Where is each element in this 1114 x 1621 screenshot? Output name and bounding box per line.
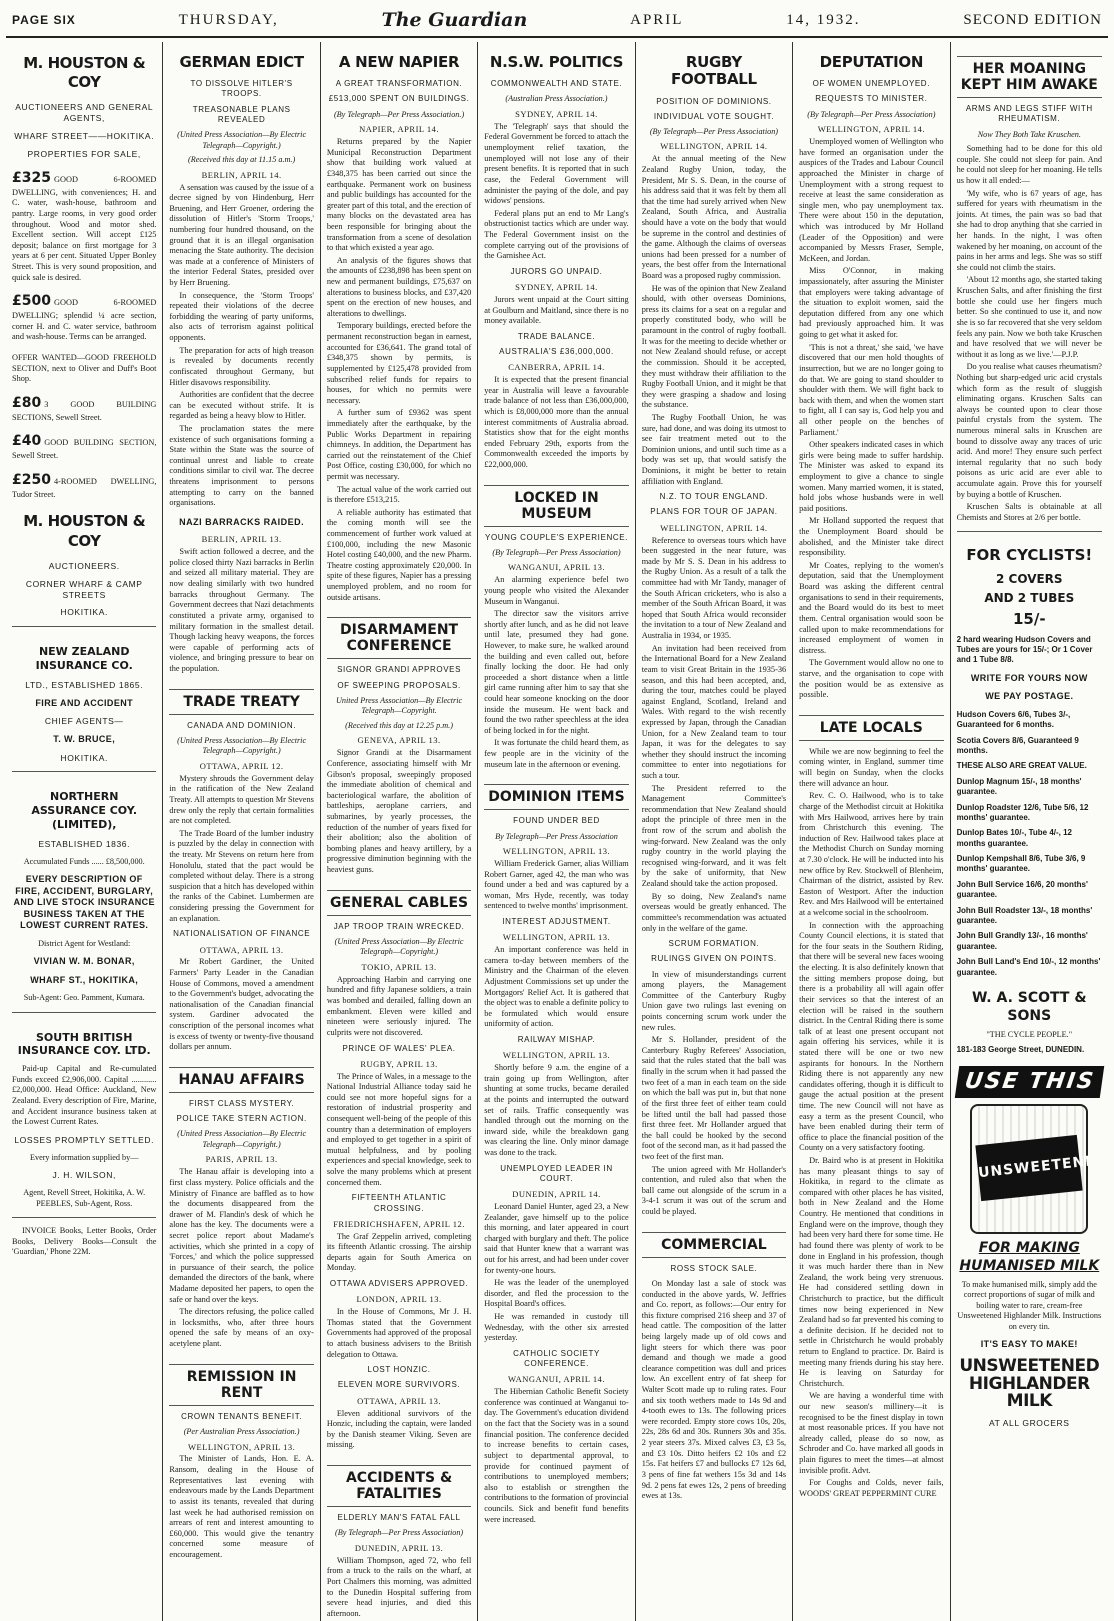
headline: LATE LOCALS (799, 715, 943, 741)
ad-line: LOSSES PROMPTLY SETTLED. (14, 1134, 155, 1145)
press-credit: (By Telegraph—Per Press Association) (334, 1528, 464, 1538)
milk-brand: UNSWEETENED HIGHLANDER MILK (959, 1355, 1100, 1412)
subheading: OF WOMEN UNEMPLOYED. (812, 79, 931, 89)
article-paragraph: Signor Grandi at the Disarmament Conference, associating himself with Mr Gibson's proposal, sweepingly proposed the immediate abolition of chemical and bacteriological warfare, the abolition of battleships, aeroplane carriers, and submarines, by yearly processes, the reduction of the number of years fixed for their abolition; also the abolition of bombing planes and heavy artillery, by a progressive diminution beginning with the heaviest guns. (326, 748, 472, 875)
masthead-date: 14, 1932. (786, 11, 861, 28)
ad-line: ESTABLISHED 1836. (38, 838, 131, 849)
tyre-price-row: Dunlop Bates 10/-, Tube 4/-, 12 months guarantee. (956, 828, 1072, 848)
subheading: INDIVIDUAL VOTE SOUGHT. (653, 111, 775, 121)
subheading: CROWN TENANTS BENEFIT. (181, 1411, 303, 1421)
press-credit: (United Press Association—By Electric Telegraph—Copyright.) (334, 936, 464, 957)
article-paragraph: The Hanau affair is developing into a first class mystery. Police officials and the Ministry of Finance are baffled as to how the documents disappeared from the drawer of M. Flandin's desk of which he alone has the key. The documents were a secret police report about Madame's activities, which she printed in a copy of 'Forces,' and which the police suppressed in pursuance of their search, the police demanded the directors of the bank, where Madame deposited her papers, to open the safe or hand over the keys. (169, 1167, 314, 1304)
article-paragraph: The Minister of Lands, Hon. E. A. Ransom, dealing in the House of Representatives last evening with endeavours made by the Lands Department to assist its tenants, revealed that during last week he had authorised remission on arrears of rent and interest amounting to £60,000. This would give the tenantry concerned some measure of encouragement. (169, 1454, 314, 1559)
headline: GENERAL CABLES (327, 890, 471, 916)
article-paragraph: The director saw the visitors arrive shortly after lunch, and as he did not leave until late, presumed they had gone. However, to make sure, he walked around the building and even called out, before finally locking the door. He had only proceeded a short distance when a little girl came running after him to say that she could hear someone knocking on the door inside the museum. He went back and found the two rather speechless at the idea of being locked in for the night. (484, 609, 629, 735)
article-paragraph: William Thompson, aged 72, who fell from a truck to the rails on the wharf, at Port Chalmers this morning, was admitted to the Dunedin Hospital suffering from severe head injuries, and died this afternoon. (326, 1555, 472, 1618)
dateline: TOKIO, APRIL 13. (361, 961, 437, 972)
property-price: £80 (12, 394, 42, 411)
dateline: BERLIN, APRIL 13. (201, 534, 282, 545)
ad-text: Every information supplied by— (29, 1152, 139, 1162)
article-paragraph: While we are now beginning to feel the coming winter, in England, summer time will begin on Sunday, when the clocks there will advance an hour. (799, 746, 944, 788)
article-paragraph: Dr. Baird who is at present in Hokitika has many pleasant things to say of Hokitika, in regard to the climate as compared with other places he has visited, both in New Zealand and the Home Country. He mentioned that conditions in England were on the improve, though they had been very hard there for some time. He had found there was plenty of work to be done in England in his profession, though it was much harder there than in New Zealand, the work being very strenuous. He had considered settling down in Christchurch to practice, but the difficult times now being experienced in New Zealand had so far prevented his coming to a definite decision. If he decided not to settle in Christchurch he would probably return to England to practice. Dr. Baird is meeting many friends during his stay here. He is leaving on Saturday for Christchurch. (799, 1156, 944, 1388)
tyre-price-row: Dunlop Roadster 12/6, Tube 5/6, 12 months' guarantee. (956, 802, 1089, 822)
dateline: WELLINGTON, APRIL 14. (817, 124, 925, 135)
article-paragraph: Approaching Harbin and carrying one hundred and fifty Japanese soldiers, a train was bombed and derailed, falling down an embankment. Eleven were killed and nineteen were seriously injured. The culprits were not discovered. (326, 974, 472, 1037)
subheading: £513,000 SPENT ON BUILDINGS. (328, 94, 470, 104)
masthead (6, 4, 1108, 38)
press-credit: (By Telegraph—Per Press Association.) (333, 109, 465, 119)
dateline: WELLINGTON, APRIL 13. (187, 1441, 296, 1452)
section-heading: NATIONALISATION OF FINANCE (173, 929, 311, 939)
dateline: CANBERRA, APRIL 14. (508, 362, 605, 373)
dateline: BERLIN, APRIL 14. (201, 169, 282, 180)
press-credit: (United Press Association—By Electric Telegraph—Copyright.) (177, 130, 307, 150)
divider (957, 531, 1102, 532)
subheading: FOUND UNDER BED (513, 816, 600, 826)
ad-paragraph: Kruschen Salts is obtainable at all Chemists and Stores at 2/6 per bottle. (956, 502, 1102, 522)
tyre-price-row: Dunlop Magnum 15/-, 18 months' guarantee. (956, 776, 1082, 797)
article-paragraph: Leonard Daniel Hunter, aged 23, a New Zealander, gave himself up to the police this morning, and later appeared in court charged with burglary and theft. The police said that Hunter knew that a warrant was out for his arrest, and had been under cover for twenty-one hours. (484, 1201, 629, 1275)
press-credit: (By Telegraph—Per Press Association) (649, 126, 779, 136)
milk-tin-illustration (970, 1104, 1110, 1234)
cyclists-ad-line: AND 2 TUBES (984, 591, 1075, 606)
column-6 (793, 42, 950, 1621)
article-paragraph: An alarming experience befel two young people who visited the Alexander Museum in Wanganui. (484, 575, 629, 606)
property-listing (12, 433, 156, 462)
dateline: OTTAWA, APRIL 13. (199, 944, 284, 955)
article-paragraph: He was of the opinion that New Zealand should, with other overseas Dominions, press its claims for a seat on a regular and properly constituted body, who will be paramount in the control of rugby football. It was for the meeting to decide whether or not New Zealand should refuse, or accept the commission. Should it be accepted, they must withdraw their affiliation to the Rugby Football Union, and it might be that they were grasping a shadow and losing the substance. (641, 283, 787, 410)
property-price: £250 (12, 471, 51, 488)
dateline: WELLINGTON, APRIL 14. (660, 522, 768, 533)
article-paragraph: An invitation had been received from the International Board for a New Zealand team to visit Great Britain in the 1935-36 season, and this had been accepted, and, during the tour, matches could be played against England, Scotland, Ireland and Wales. With regard to the wish recently expressed by Japan, through the Canadian Union, for a New Zealand team to tour Japan, it was for the delegates to say whether they should instruct the incoming committee to enter into negotiations for such a tour. (641, 643, 787, 780)
column-2 (163, 42, 320, 1621)
article-paragraph: On Monday last a sale of stock was conducted in the above yards, W. Jeffries and Co. report, as follows:—Our entry for this fixture comprised 216 sheep and 37 of head cattle. The composition of the latter being largely made up of old cows and light steers for which there was poor demand and though we made a good clearance competition was dull and prices low. An excellent entry of fat sheep for Walter Scott made up to ruling rates. Four and six tooth wethers made to 14s 9d and 4-tooth ewes to 13s. The following prices were recorded. Empty store cows 10s, 20s, 22s, 28s 6d and 30s. Runners 30s and 35s. 2 year steers 37s. Mixed calves £3, £3 5s, and £3 10s. Ditto heifers £2 10s and £2 15s. Fat heifers £7 and bullocks £7 12s 6d, 3 pens of fine fat wethers 15s 3d and 14s 9d. 2 pens fat ewes 12s, 2 pens of breeding ewes at 13s. (641, 1278, 787, 1501)
article-paragraph: Eleven additional survivors of the Honzic, including the captain, were landed by the Danish steamer Viking. Seven are missing. (326, 1408, 472, 1450)
ad-text: Accumulated Funds ...... £8,500,000. (23, 856, 145, 866)
article-paragraph: A further sum of £9362 was spent immediately after the earthquake, by the Public Works Department in repairing chimneys. In addition, the Department has carried out the reinstatement of the Chief Post Office, costing £30,000, for which no permit was necessary. (326, 408, 472, 481)
dateline: WANGANUI, APRIL 14. (507, 1374, 605, 1385)
tyre-price-row: Scotia Covers 8/6, Guaranteed 9 months. (956, 735, 1079, 755)
ad-paragraph: 'My wife, who is 67 years of age, has suffered for years with rheumatism in the joints. At times, the pain was so bad that she had to drop anything that she carried in her hands. In the night, I was often wakened by her moaning, on account of the pains in her arms and legs. She was so stiff she could not climb the stairs. (956, 188, 1102, 272)
property-text: GOOD 6-ROOMED DWELLING, with conveniences; H. and C. water, wash-house, bathroom and pantry. Large rooms, in very good order throughout. Wood and motor shed. Excellent section. Will accept £125 deposit; balance on first mortgage for 3 years at 6 per cent. Situated Upper Bonley Street. This is very sound proposition, and quick sale is desired. (12, 174, 157, 282)
subheading: POSITION OF DOMINIONS. (656, 96, 772, 106)
ad-text: Sub-Agent: Geo. Pamment, Kumara. (23, 993, 145, 1003)
cyclists-ad-title: FOR CYCLISTS! (966, 546, 1093, 565)
headline: HANAU AFFAIRS (169, 1067, 313, 1093)
headline: N.S.W. POLITICS (489, 53, 624, 71)
milk-ad-footer: AT ALL GROCERS (989, 1418, 1070, 1429)
ad-firm-name: M. HOUSTON & COY (23, 512, 146, 550)
newspaper-title: The Guardian (381, 9, 528, 31)
dateline: LONDON, APRIL 13. (356, 1294, 442, 1305)
ad-paragraph: Something had to be done for this old couple. She could not sleep for pain. And he could not sleep for her moaning. He tells us how it all ended:— (956, 144, 1102, 185)
headline: COMMERCIAL (642, 1232, 786, 1258)
article-paragraph: The Hibernian Catholic Benefit Society conference was continued at Wanganui to-day. The Government's education dividend on the fact that the Society was in a sound financial position. The conference decided to increase benefits to certain cases, subject to departmental approval, to provide for continued payment of contributions to unemployed members; also to establish or strengthen the contributions to the formation of provincial councils. Sick and benefit fund benefits were increased. (484, 1387, 629, 1524)
dateline: FRIEDRICHSHAFEN, APRIL 12. (333, 1218, 465, 1229)
article-paragraph: The proclamation states the mere existence of such organisations forming a State within the State was the source of continual unrest and liable to create conditions similar to civil war. The decree threatens imprisonment to persons attempting to carry on the banned organisations. (169, 423, 314, 508)
dateline: OTTAWA, APRIL 13. (357, 1395, 441, 1406)
article-paragraph: We are having a wonderful time with our new season's millinery—it is recognised to be the finest display in town at most reasonable prices. If you have not already called, please do so now, as Schroder and Co. have marked all goods in plain figures to meet the times—at almost invisible profit. Advt. (799, 1391, 944, 1475)
article-paragraph: 'This is not a threat,' she said, 'we have discovered that our men hold thoughts of insurrection, but we are no longer going to do that. We are going to stand shoulder to shoulder with them. We will fight back to back with them, and when the women start to fight, all I can say is, God help you and all other people on the benches of Parliament.' (799, 342, 944, 437)
ad-paragraph: Do you realise what causes rheumatism? Nothing but sharp-edged uric acid crystals which form as the result of sluggish eliminating organs. Kruschen Salts can always be counted upon to clear those painful crystals from the system. The numerous mineral salts in Kruschen are bound to dissolve away any traces of uric acid. And more! They ensure such perfect internal regularity that no such body poisons as uric acid are ever able to accumulate again. Prove this for yourself by buying a bottle of Kruschen. (956, 362, 1102, 499)
article-paragraph: Mr Coates, replying to the women's deputation, said that the Unemployment Board was asking the different central organisations to send in their requirements, and the Board would do its best to meet them. Central organisation would soon be called upon to make recommendations for increased employment of women in distress. (799, 560, 944, 655)
headline: DISARMAMENT CONFERENCE (327, 617, 471, 659)
section-heading: AUSTRALIA'S £36,000,000. (499, 346, 614, 356)
article-paragraph: Mr S. Hollander, president of the Canterbury Rugby Referees' Association, said that the rules stated that the ball was finally in the scrum when it had passed the two feet of a man in each team on the side on which the ball was put in, but that none of the first three feet of either team could be lifted until the ball had passed those first three feet. Mr Hollander argued that the ball could be hooked by the second foot of the second man, as it had passed the two feet of the first man. (641, 1035, 787, 1161)
section-heading: ELEVEN MORE SURVIVORS. (337, 1380, 461, 1390)
article-paragraph: In connection with the approaching County Council elections, it is stated that for the four seats in the Southern Riding, that there will be several new faces wooing the electing. It is also definitely known that the sitting members propose doing, but there is a probability all will again offer their services so that the interest of an election will be raised in the southern district. In the Central Riding there is some talk of at least one present occupant not again offering his services, while it is stated there will be one or two new aspirants for honours. In the Northern Riding there is not apparently any new candidates offering, though it is difficult to gauge the actual position at the present time. The new Council will not have as easy a term as the present Council, who have been enabled during their term of office to place the financial position of the County on a very satisfactory footing. (799, 920, 944, 1153)
tyre-price-row: John Bull Grandly 13/-, 16 months' guarantee. (956, 931, 1088, 951)
ad-paragraph: 'About 12 months ago, she started taking Kruschen Salts, and after finishing the first bottle she could use her fingers much better. So she continued to use it, and now she is so far recovered that she very seldom feels any pain. Now we both take Kruschen and have resolved that we will never be without it as long as we live.'—P.J.P. (956, 275, 1102, 359)
ad-line: PROPERTIES FOR SALE, (27, 149, 141, 159)
ad-line: WHARF ST., HOKITIKA, (30, 974, 139, 985)
property-listing (12, 395, 156, 424)
article-paragraph: Swift action followed a decree, and the police closed thirty Nazi barracks in Berlin and seized all military material. They are now dealing similarly with two hundred barracks throughout Germany. The Government decrees that Nazi detachments constituted a private army, organised to military formation in the smallest detail. Though lacking heavy weapons, the forces were capable of performing acts of violence, and bringing pressure to bear on the population. (169, 547, 314, 673)
section-heading: RAILWAY MISHAP. (517, 1035, 596, 1045)
insurer-name: SOUTH BRITISH INSURANCE COY. LTD. (17, 1030, 151, 1058)
ad-line: CORNER WHARF & CAMP STREETS (25, 578, 143, 600)
section-heading: FIFTEENTH ATLANTIC CROSSING. (351, 1193, 447, 1213)
ad-line: CHIEF AGENTS— (44, 716, 124, 727)
property-listing (12, 170, 156, 283)
section-heading: SCRUM FORMATION. (668, 939, 760, 949)
dateline: WELLINGTON, APRIL 13. (502, 1050, 611, 1061)
dateline: SYDNEY, APRIL 14. (515, 108, 598, 119)
ad-text: INVOICE Books, Letter Books, Order Books, Delivery Books—Consult the 'Guardian,' Phone 22M. (12, 1226, 157, 1257)
retailer-slogan: "THE CYCLE PEOPLE." (986, 1029, 1073, 1039)
article-paragraph: At the annual meeting of the New Zealand Rugby Union, today, the President, Mr S. S. Dean, in the course of his address said that it was felt by them all that the time had surely arrived when New Zealand, South Africa, and Australia should have a vote on the body that would be supreme in the control and destinies of the game. Although the claims of overseas unions had been pressed for a number of years, the best offer from the International Board was a proposed rugby commission. (641, 154, 787, 281)
article-paragraph: The Graf Zeppelin arrived, completing its fifteenth Atlantic crossing. The airship departs again for South America on Monday. (326, 1231, 472, 1273)
article-paragraph: Shortly before 9 a.m. the engine of a train going up from Wellington, after shunting at some trucks, became derailed at the points and interrupted the outward set of rails. Traffic consequently was handled through out the morning on the inward side, while the breakdown gang was clearing the line. Only minor damage was done to the track. (484, 1063, 629, 1158)
article-paragraph: He was the leader of the unemployed disorder, and fled the procession to the Hospital Board's offices. (484, 1278, 629, 1309)
tyre-price-row: Dunlop Kempshall 8/6, Tube 3/6, 9 months' guarantee. (956, 854, 1086, 874)
section-heading: PLANS FOR TOUR OF JAPAN. (650, 507, 778, 517)
article-paragraph: For Coughs and Colds, never fails, WOODS' GREAT PEPPERMINT CURE (799, 1478, 944, 1498)
article-paragraph: Other speakers indicated cases in which girls were being made to suffer hardship. The Minister was asked to expand its employment to give a chance to single women. Many married women, it is stated, hold jobs whose husbands were in well paid positions. (799, 440, 944, 513)
divider (12, 1217, 156, 1218)
section-heading: INTEREST ADJUSTMENT. (502, 917, 611, 927)
article-paragraph: Returns prepared by the Napier Municipal Reconstruction Department show that building work valued at £348,375 has been carried out since the earthquake. Permanent work on business and public buildings has accounted for the greater part of this total, and the erection of many blocks on the devastated area has been responsible for bringing about the transformation from a scene of desolation to that which existed a year ago. (326, 137, 472, 253)
press-credit: (Per Australian Press Association.) (183, 1427, 300, 1437)
subheading: YOUNG COUPLE'S EXPERIENCE. (485, 532, 628, 542)
divider (12, 771, 156, 772)
article-paragraph: Federal plans put an end to Mr Lang's obstructionist tactics which are under way. The Federal Government insist on the complete carrying out of the provisions of the Garnishee Act. (484, 208, 629, 261)
headline: RUGBY FOOTBALL (671, 53, 757, 89)
dateline: WELLINGTON, APRIL 13. (502, 932, 611, 943)
subheading: CANADA AND DOMINION. (187, 720, 297, 730)
tyre-price-row: Hudson Covers 6/6, Tubes 3/-, Guaranteed for 6 months. (956, 709, 1071, 730)
column-7-advertisements (951, 42, 1108, 1621)
ad-firm-name: M. HOUSTON & COY (23, 54, 146, 92)
newspaper-columns (6, 42, 1110, 1618)
section-heading: UNEMPLOYED LEADER IN COURT. (500, 1163, 613, 1183)
property-text: 3 GOOD BUILDING SECTIONS, Sewell Street. (12, 399, 157, 422)
dateline: NAPIER, APRIL 14. (359, 124, 440, 135)
edition-label: SECOND EDITION (963, 11, 1102, 28)
article-paragraph: By so doing, New Zealand's name overseas would be greatly enhanced. The committee's recommendation was actuated only in the welfare of the game. (641, 891, 787, 933)
section-heading: NAZI BARRACKS RAIDED. (179, 516, 305, 527)
article-paragraph: The actual value of the work carried out is therefore £513,215. (326, 484, 472, 505)
press-credit: (United Press Association—By Electric Telegraph—Copyright.) (177, 735, 307, 756)
subheading: ARMS AND LEGS STIFF WITH RHEUMATISM. (965, 104, 1093, 124)
headline: GERMAN EDICT (179, 53, 304, 71)
cyclists-ad-text: 2 hard wearing Hudson Covers and Tubes are yours for 15/-; Or 1 Cover and 1 Tube 8/8. (956, 634, 1093, 665)
article-paragraph: Mr Robert Gardiner, the United Farmers' Party Leader in the Canadian House of Commons, moved a amendment to the Government's budget, advocating the nationalisation of the Canadian financial system. Gardiner advocated the conscription of the personal incomes what is excess of twenty or twenty-five thousand dollars per annum. (169, 957, 314, 1052)
press-credit: (By Telegraph—Per Press Association) (492, 547, 621, 557)
section-heading: RULINGS GIVEN ON POINTS. (651, 954, 777, 964)
subheading: TO DISSOLVE HITLER'S TROOPS. (190, 79, 293, 99)
article-paragraph: The Rugby Football Union, he was sure, had done, and was doing its utmost to see fair treatment meted out to the Dominion unions, and until such time as a body was set up, that would satisfy the Dominions, it might be better to retain affiliation with England. (641, 412, 787, 486)
subheading: A GREAT TRANSFORMATION. (335, 79, 463, 89)
ad-line: HOKITIKA. (60, 752, 108, 763)
press-credit: (United Press Association—By Electric Telegraph—Copyright.) (177, 1129, 307, 1149)
headline: TRADE TREATY (169, 689, 313, 715)
article-paragraph: Authorities are confident that the decree can be executed without strife. It is regarded as being a heavy blow to Hitler. (169, 390, 314, 421)
property-text: GOOD 6-ROOMED DWELLING; splendid ¼ acre section, corner H. and C. water service, bathroom and wash-house. Terms can be arranged. (12, 298, 157, 342)
section-heading: CATHOLIC SOCIETY CONFERENCE. (513, 1348, 600, 1369)
section-heading: PRINCE OF WALES' PLEA. (342, 1043, 456, 1053)
article-paragraph: The President referred to the Management Committee's recommendation that New Zealand should adopt the principle of three men in the front row of the scrum and abolish the wing-forward. New Zealand was the only rugby country in the world playing the recognised wing-forward, and it was felt by the sake of uniformity, that New Zealand should take the action proposed. (641, 783, 787, 889)
tyre-price-row: John Bull Roadster 13/-, 18 months' guarantee. (956, 905, 1093, 926)
milk-ad-title: FOR MAKING HUMANISED MILK (959, 1239, 1100, 1274)
article-paragraph: In consequence, the 'Storm Troops' repeated their violations of the decree forbidding the wearing of party uniforms, also acts of terrorism against political opponents. (169, 290, 314, 343)
article-paragraph: An important conference was held in camera to-day between members of the Ministry and the Chairman of the eleven Adjustment Commissions set up under the Mortgagors' Relief Act. It is gathered that the object was to enable a definite policy to be formulated which would ensure uniformity of action. (484, 945, 629, 1029)
ad-line: T. W. BRUCE, (53, 734, 116, 745)
ad-text: District Agent for Westland: (38, 938, 131, 948)
subheading: OF SWEEPING PROPOSALS. (337, 680, 461, 690)
masthead-day: THURSDAY, (178, 11, 279, 28)
ad-text: Paid-up Capital and Re-cumulated Funds exceed £2,906,000. Capital ............ £2,000,000. Head Office: Auckland, New Zealand. Every description of Fire, Marine, and Accident insurance business taken at the Lowest Current Rates. (12, 1064, 157, 1127)
subheading: TREASONABLE PLANS REVEALED (192, 104, 291, 124)
article-paragraph: He was remanded in custody till Wednesday, with the other six arrested yesterday. (484, 1312, 629, 1343)
section-heading: OTTAWA ADVISERS APPROVED. (329, 1279, 469, 1289)
section-heading: JURORS GO UNPAID. (510, 266, 603, 276)
property-price: £40 (12, 433, 42, 450)
article-paragraph: The preparation for acts of high treason is revealed by documents recently confiscated throughout Germany, but Hitler disavows responsibility. (169, 345, 314, 387)
article-paragraph: Mr Holland supported the request that the Unemployment Board should be abolished, and the Minister take direct responsibility. (799, 516, 944, 558)
subheading: SIGNOR GRANDI APPROVES (337, 665, 462, 675)
press-credit: United Press Association—By Electric Telegraph—Copyright. (335, 695, 463, 716)
article-paragraph: It was fortunate the child heard them, as few people are in the vicinity of the museum late in the afternoon or evening. (484, 738, 629, 769)
cyclists-ad-line: 2 COVERS (995, 571, 1063, 586)
masthead-month: APRIL (630, 11, 684, 28)
divider (12, 1012, 156, 1013)
press-credit: By Telegraph—Per Press Association (495, 831, 618, 841)
ad-line: WRITE FOR YOURS NOW (970, 672, 1088, 683)
headline: REMISSION IN RENT (169, 1364, 313, 1406)
article-paragraph: An analysis of the figures shows that the amounts of £238,898 has been spent on new and permanent buildings, £75,637 on alterations to business blocks, and £37,420 spent on the erection of new houses, and alterations to dwellings. (326, 255, 472, 318)
tyre-price-row: John Bull Land's End 10/-, 12 months' guarantee. (956, 957, 1101, 977)
dateline: SYDNEY, APRIL 14. (515, 282, 598, 293)
section-heading: TRADE BALANCE. (517, 331, 596, 341)
subheading: COMMONWEALTH AND STATE. (490, 79, 623, 89)
tyre-price-row: THESE ALSO ARE GREAT VALUE. (956, 761, 1087, 771)
press-credit: (Australian Press Association.) (505, 94, 608, 104)
headline: DEPUTATION (819, 53, 924, 71)
article-paragraph: The Trade Board of the lumber industry is puzzled by the delay in connection with the treaty. Mr Stevens on return here from Honolulu, stated that the pact would be completed without delay. There is a strong suspicion that a hitch has developed within the ranks of the Cabinet. Lumbermen are considering pressing the Government for an explanation. (169, 828, 314, 923)
insurer-name: NORTHERN ASSURANCE COY. (LIMITED), (31, 790, 138, 831)
article-paragraph: William Frederick Garner, alias William Robert Garner, aged 42, the man who was found under a bed and was captured by a woman, Mrs Hyde, recently, was today sentenced to twelve months' imprisonment. (484, 859, 629, 911)
ad-line: J. H. WILSON, (52, 1170, 116, 1181)
subheading: ELDERLY MAN'S FATAL FALL (337, 1513, 461, 1523)
milk-ad-text: To make humanised milk, simply add the correct proportions of sugar of milk and boiling water to rare, cream-free Unsweetened Highlander Milk. Instructions on every tin. (957, 1279, 1102, 1331)
dateline: PARIS, APRIL 13. (205, 1154, 278, 1165)
ad-line: HOKITIKA. (60, 607, 108, 618)
milk-ad-slogan: IT'S EASY TO MAKE! (980, 1339, 1078, 1350)
article-paragraph: Mystery shrouds the Government delay in the ratification of the New Zealand Treaty. All attempts to question Mr Stevens drew only the reply that certain formalities are not completed. (169, 773, 314, 826)
received-note: (Received this day at 12.25 p.m.) (345, 720, 453, 730)
ad-line: AUCTIONEERS AND GENERAL AGENTS, (15, 102, 154, 124)
cyclists-ad-price: 15/- (1012, 610, 1046, 629)
column-4 (478, 42, 635, 1621)
article-paragraph: Unemployed women of Wellington who have formed an organisation under the auspices of the Trades and Labour Council approached the Minister in charge of Unemployment with a strong request to receive at least the same consideration as single men, who pay unemployment tax. There were about 150 in the deputation, which was introduced by Mr Holland (Leader of the Opposition) and were accompanied by Messrs Fraser, Semple, McKeen, and Jordan. (799, 137, 944, 263)
column-5 (636, 42, 793, 1621)
subheading: JAP TROOP TRAIN WRECKED. (333, 921, 465, 931)
article-paragraph: In the House of Commons, Mr J. H. Thomas stated that the Government Governments had approved of the proposal to attach business advisers to the British delegation to Ottawa. (326, 1307, 472, 1359)
property-listing (12, 472, 156, 501)
property-text: 4-ROOMED DWELLING, Tudor Street. (12, 476, 157, 499)
subheading: ROSS STOCK SALE. (670, 1263, 758, 1273)
article-paragraph: The Government would allow no one to starve, and the organisation to cope with the position would be as extensive as possible. (799, 658, 944, 700)
property-listing: OFFER WANTED—GOOD FREEHOLD SECTION, next to Oliver and Duff's Boot Shop. (12, 353, 157, 384)
dateline: WELLINGTON, APRIL 14. (660, 141, 768, 152)
page-number: PAGE SIX (12, 13, 76, 27)
headline: ACCIDENTS & FATALITIES (327, 1465, 471, 1507)
dateline: WELLINGTON, APRIL 13. (502, 846, 611, 857)
article-paragraph: It is expected that the present financial year in Australia will leave a favourable trade balance of not less than £36,000,000, which is £8,000,000 more than the annual interest commitments of Australia abroad. Statistics show that for the eight months ended February 29th, exports from the Commonwealth exceeded the imports by £22,000,000. (484, 375, 629, 469)
ad-line: WE PAY POSTAGE. (985, 691, 1074, 702)
received-note: (Received this day at 11.15 a.m.) (188, 155, 296, 165)
article-paragraph: Jurors went unpaid at the Court sitting at Goulburn and Maitland, since there is no money available. (484, 294, 629, 326)
property-price: £325 (12, 169, 51, 186)
retailer-name: W. A. SCOTT & SONS (972, 989, 1087, 1024)
article-paragraph: Reference to overseas tours which have been suggested in the near future, was made by Mr S. S. Dean in his address to the Rugby Union. As a result of a talk the committee had with Mr Tandy, manager of the South African cricketers, who is also a member of the South African Board, it was hoped that South Africa would reconsider the invitation to a tour of New Zealand and Australia in 1934, or 1935. (641, 535, 787, 641)
article-paragraph: A reliable authority has estimated that the coming month will see the commencement of further work valued at £100,000, including the new Masonic Hotel costing £40,000, and the new Pharm. Theatre costing approximately £20,000. In spite of these figures, Napier has a pressing unemployed problem, and no room for outside artisans. (326, 507, 472, 602)
article-paragraph: The union agreed with Mr Hollander's contention, and ruled also that when the ball came out alongside of the scrum in a 3-4-1 scrum it was out of the scrum and could be played. (641, 1164, 787, 1216)
dateline: DUNEDIN, APRIL 14. (512, 1189, 601, 1200)
article-paragraph: The 'Telegraph' says that should the Federal Government be forced to attach the unemployment relief taxation, the unemployed will not lose any of their present benefits. It is reported that in such case, the Federal Government will administer the paying of the dole, and pay widows' pensions. (484, 121, 629, 206)
property-listing (12, 293, 156, 343)
article-paragraph: In view of misunderstandings current among players, the Management Committee of the Canterbury Rugby Union gave two rulings last evening on points concerning scrum work under the new rules. (641, 969, 787, 1032)
article-paragraph: Rev. C. O. Hailwood, who is to take charge of the Methodist circuit at Hokitika with Mrs Hailwood, arrives here by train from Christchurch this evening. The induction of Rev. Hailwood takes place at the Methodist Church on Sunday morning at 7.30 o'clock. He will be inducted into his new office by Rev. Stockwell of Blenheim, Chairman of the district, assisted by Rev. Easton of Westport. After the induction Rev. and Mrs Hailwood will be entertained at a welcome social in the schoolroom. (799, 791, 944, 918)
dateline: GENEVA, APRIL 13. (357, 735, 441, 746)
tyre-price-row: John Bull Service 16/6, 20 months' guarantee. (956, 879, 1088, 900)
tin-label: UNSWEETENED (976, 1135, 1083, 1201)
retailer-address: 181-183 George Street, DUNEDIN. (956, 1045, 1085, 1055)
headline: A NEW NAPIER (338, 53, 460, 71)
ad-line: LTD., ESTABLISHED 1865. (25, 679, 144, 690)
subheading: FIRST CLASS MYSTERY. (188, 1098, 295, 1108)
ad-line: VIVIAN W. M. BONAR, (33, 956, 135, 967)
ad-line: AUCTIONEERS. (48, 560, 120, 571)
dateline: DUNEDIN, APRIL 13. (354, 1542, 444, 1553)
dateline: OTTAWA, APRIL 12. (199, 760, 284, 771)
press-credit: (By Telegraph—Per Press Association) (807, 109, 936, 119)
article-paragraph: Miss O'Connor, in making impassionately, after assuring the Minister that employers were taking advantage of the situation to exploit women, said the deputation differed from any one which had previously approached him. It was going to get what it asked for. (799, 266, 944, 340)
column-3 (321, 42, 478, 1621)
dateline: WANGANUI, APRIL 13. (507, 562, 605, 573)
use-this-banner: USE THIS (954, 1066, 1104, 1098)
ad-line: WHARF STREET——HOKITIKA. (14, 131, 155, 142)
insurer-name: NEW ZEALAND INSURANCE CO. (35, 645, 133, 672)
headline: HER MOANING KEPT HIM AWAKE (957, 56, 1102, 98)
article-paragraph: The directors refusing, the police called in locksmiths, who, after three hours opened the safe by means of an oxy-acetylene plant. (169, 1307, 314, 1349)
property-text: GOOD BUILDING SECTION, Sewell Street. (12, 438, 157, 461)
divider (12, 626, 156, 627)
property-price: £500 (12, 293, 51, 310)
headline: LOCKED IN MUSEUM (484, 485, 628, 527)
section-heading: N.Z. TO TOUR ENGLAND. (659, 492, 769, 502)
subheading: Now They Both Take Kruschen. (977, 129, 1081, 139)
article-paragraph: The Prince of Wales, in a message to the National Industrial Alliance today said he could see not more hopeful signs for a restoration of industrial prosperity and consequent well-being of the people of this country than a determination of employers and employed to get together in a spirit of mutual helpfulness, and by pooling experiences and special knowledge, seek to solve the many problems which at present concerned them. (326, 1071, 472, 1187)
ad-line: FIRE AND ACCIDENT (35, 697, 134, 708)
section-heading: LOST HONZIC. (367, 1365, 431, 1375)
article-paragraph: A sensation was caused by the issue of a decree signed by von Hindenburg, Herr Bruening, and Herr Groener, ordering the dissolution of Hitler's 'Storm Troops,' numbering four hundred thousand, on the ground that it is an illegal organisation menacing the State authority. The decision was made at a conference of Ministers of the interior Federal States, presided over by Herr Bruening. (169, 182, 314, 288)
subheading: POLICE TAKE STERN ACTION. (176, 1114, 307, 1124)
column-1-advertisements (6, 42, 163, 1621)
ad-text: Agent, Revell Street, Hokitika, A. W. PEEBLES, Sub-Agent, Ross. (23, 1188, 146, 1208)
headline: DOMINION ITEMS (484, 784, 628, 810)
article-paragraph: Temporary buildings, erected before the permanent reconstruction began in earnest, accounted for £36,641. The grand total of £348,375 shown by permits, is supplemented by £125,478 provided from subscribed relief funds for repairs to houses, for which no permits were necessary. (326, 321, 472, 405)
dateline: RUGBY, APRIL 13. (360, 1058, 438, 1069)
subheading: REQUESTS TO MINISTER. (815, 94, 928, 104)
ad-line: EVERY DESCRIPTION OF FIRE, ACCIDENT, BURGLARY, AND LIVE STOCK INSURANCE BUSINESS TAKEN AT THE LOWEST CURRENT RATES. (13, 874, 155, 931)
